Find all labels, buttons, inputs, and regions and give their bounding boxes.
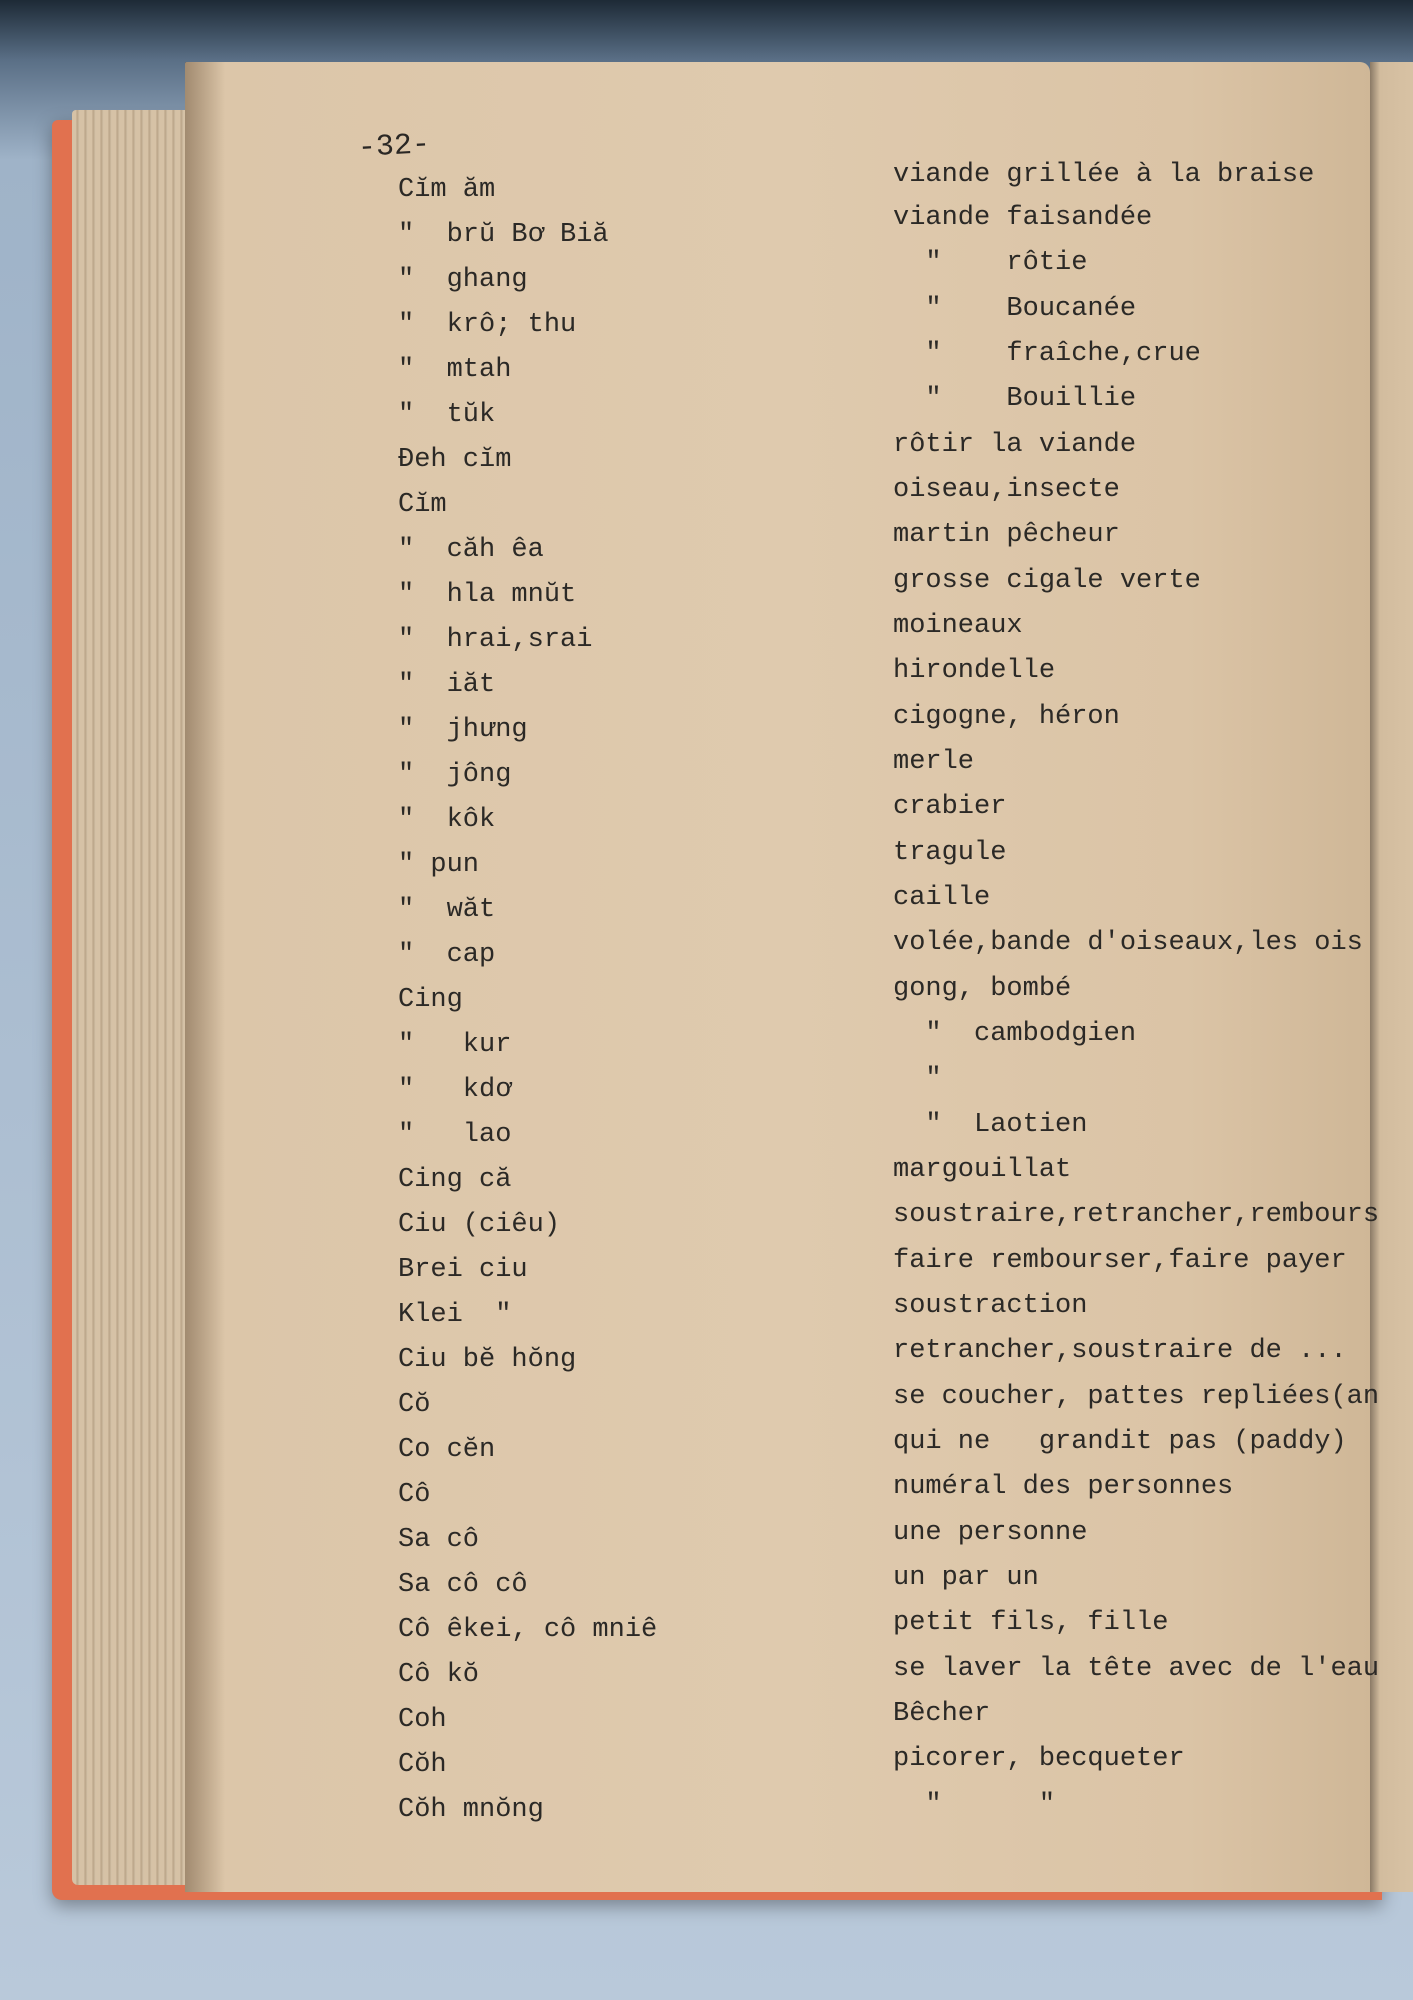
entry-term: " lao <box>398 1120 512 1150</box>
entry-definition: " cambodgien <box>893 1019 1137 1049</box>
entry-term: Coh <box>398 1705 447 1735</box>
entry-term: " jông <box>398 760 512 790</box>
entry-definition: " Boucanée <box>893 294 1137 324</box>
entry-term: Co cĕn <box>398 1435 496 1465</box>
entry-definition: soustraire,retrancher,rembours <box>893 1200 1380 1230</box>
entry-definition: numéral des personnes <box>893 1472 1234 1502</box>
entry-term: " kur <box>398 1030 512 1060</box>
entry-term: " kdơ <box>398 1075 512 1105</box>
entry-definition: viande faisandée <box>893 203 1153 233</box>
entry-definition: hirondelle <box>893 656 1056 686</box>
entry-term: Cŏh <box>398 1750 447 1780</box>
entry-definition: " fraîche,crue <box>893 339 1201 369</box>
next-page-edge <box>1370 62 1413 1892</box>
entry-definition: se laver la tête avec de l'eau <box>893 1654 1380 1684</box>
entry-definition: une personne <box>893 1518 1088 1548</box>
entry-definition: crabier <box>893 792 1007 822</box>
entry-term: " kôk <box>398 805 496 835</box>
entry-term: Cŏh mnŏng <box>398 1795 544 1825</box>
entry-definition: oiseau,insecte <box>893 475 1120 505</box>
entry-definition: tragule <box>893 838 1007 868</box>
entry-term: " mtah <box>398 355 512 385</box>
entry-term: Cĭm ăm <box>398 175 496 205</box>
entry-definition: " " <box>893 1790 1056 1820</box>
entry-definition: caille <box>893 883 991 913</box>
gutter-shadow <box>185 62 225 1892</box>
entry-term: " pun <box>398 850 480 880</box>
entry-term: Cŏ <box>398 1390 431 1420</box>
entry-term: Ciu (ciêu) <box>398 1210 561 1240</box>
entry-term: Cô <box>398 1480 431 1510</box>
entry-definition: petit fils, fille <box>893 1608 1169 1638</box>
entry-definition: margouillat <box>893 1155 1072 1185</box>
entry-term: " hrai,srai <box>398 625 593 655</box>
entry-term: " brŭ Bơ Biă <box>398 220 609 250</box>
entry-term: Sa cô <box>398 1525 480 1555</box>
entry-term: " krô; thu <box>398 310 577 340</box>
entry-definition: gong, bombé <box>893 974 1072 1004</box>
left-column <box>398 0 658 1825</box>
page-edges <box>72 110 192 1885</box>
entry-term: " hla mnŭt <box>398 580 577 610</box>
entry-term: Cing <box>398 985 463 1015</box>
entry-definition: grosse cigale verte <box>893 566 1201 596</box>
entry-term: Sa cô cô <box>398 1570 528 1600</box>
entry-term: Cô êkei, cô mniê <box>398 1615 658 1645</box>
entry-term: " tŭk <box>398 400 496 430</box>
entry-definition: retrancher,soustraire de ... <box>893 1336 1347 1366</box>
entry-term: " căh êa <box>398 535 544 565</box>
entry-definition: picorer, becqueter <box>893 1744 1185 1774</box>
entry-definition: " <box>893 1064 942 1094</box>
entry-term: Cĭm <box>398 490 447 520</box>
entry-definition: moineaux <box>893 611 1023 641</box>
entry-definition: viande grillée à la braise <box>893 160 1315 190</box>
entry-term: Cô kŏ <box>398 1660 480 1690</box>
entry-term: " jhưng <box>398 715 528 745</box>
entry-definition: faire rembourser,faire payer <box>893 1246 1347 1276</box>
entry-definition: volée,bande d'oiseaux,les ois <box>893 928 1363 958</box>
entry-definition: " Bouillie <box>893 384 1137 414</box>
entry-definition: cigogne, héron <box>893 702 1120 732</box>
entry-definition: Bêcher <box>893 1699 991 1729</box>
entry-definition: se coucher, pattes repliées(an <box>893 1382 1380 1412</box>
entry-term: Ciu bĕ hŏng <box>398 1345 577 1375</box>
entry-definition: " rôtie <box>893 248 1088 278</box>
entry-definition: " Laotien <box>893 1110 1088 1140</box>
entry-term: Cing că <box>398 1165 512 1195</box>
entry-term: Đeh cĭm <box>398 445 512 475</box>
entry-term: " ghang <box>398 265 528 295</box>
right-column <box>893 0 1380 1820</box>
entry-definition: martin pêcheur <box>893 520 1120 550</box>
entry-definition: un par un <box>893 1563 1039 1593</box>
page-number: -32- <box>357 128 431 166</box>
entry-term: " wăt <box>398 895 496 925</box>
entry-term: Klei " <box>398 1300 512 1330</box>
book-page <box>185 62 1370 1892</box>
entry-term: Brei ciu <box>398 1255 528 1285</box>
entry-definition: soustraction <box>893 1291 1088 1321</box>
entry-definition: merle <box>893 747 975 777</box>
entry-definition: qui ne grandit pas (paddy) <box>893 1427 1347 1457</box>
entry-term: " iăt <box>398 670 496 700</box>
entry-term: " cap <box>398 940 496 970</box>
entry-definition: rôtir la viande <box>893 430 1137 460</box>
